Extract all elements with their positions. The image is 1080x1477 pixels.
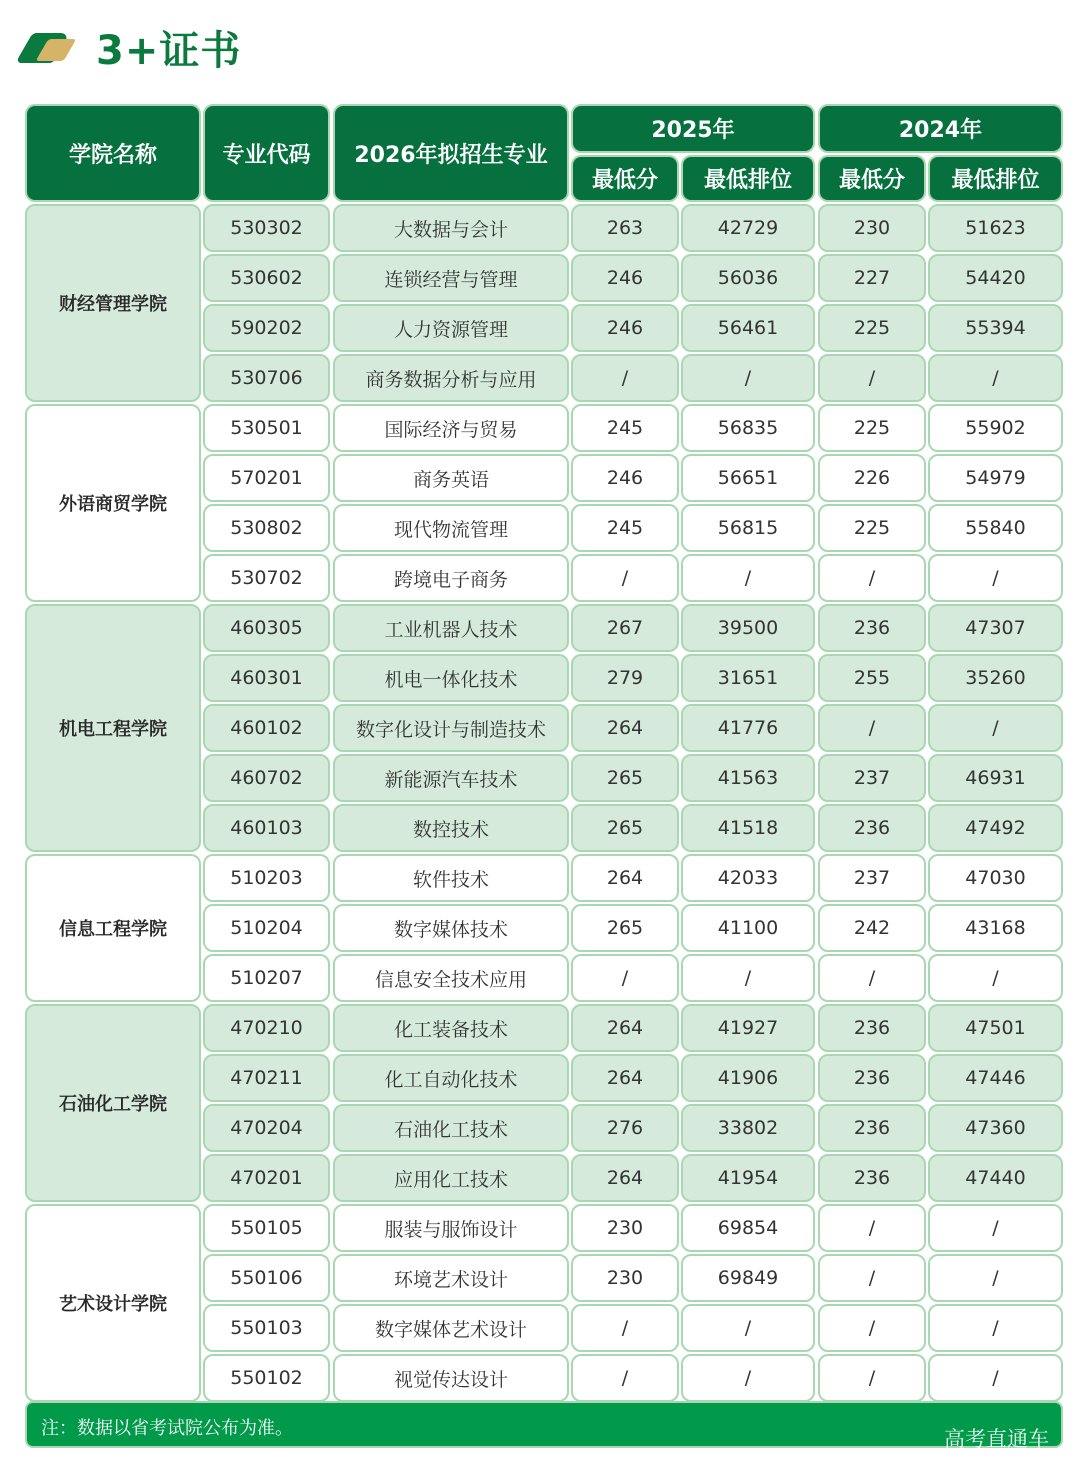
cell-2025-min-rank: 41100	[681, 904, 815, 952]
cell-2024-min-rank: 51623	[928, 204, 1063, 252]
cell-code: 470211	[203, 1054, 330, 1102]
cell-2024-min-score: /	[818, 1204, 926, 1252]
cell-2024-min-score: 236	[818, 1004, 926, 1052]
cell-2025-min-score: 264	[571, 1054, 679, 1102]
cell-2024-min-score: 236	[818, 1054, 926, 1102]
cell-2025-min-rank: 33802	[681, 1104, 815, 1152]
cell-2025-min-score: /	[571, 1354, 679, 1402]
cell-code: 530706	[203, 354, 330, 402]
cell-2025-min-score: 246	[571, 254, 679, 302]
cell-2024-min-rank: /	[928, 1254, 1063, 1302]
cell-2024-min-rank: 35260	[928, 654, 1063, 702]
cell-2024-min-score: /	[818, 1254, 926, 1302]
cell-2025-min-score: 263	[571, 204, 679, 252]
cell-major: 信息安全技术应用	[333, 954, 569, 1002]
cell-2025-min-score: /	[571, 354, 679, 402]
cell-2025-min-rank: 69849	[681, 1254, 815, 1302]
cell-2024-min-rank: 47030	[928, 854, 1063, 902]
cell-2025-min-score: 264	[571, 704, 679, 752]
cell-2024-min-score: /	[818, 354, 926, 402]
cell-major: 新能源汽车技术	[333, 754, 569, 802]
cell-2024-min-score: /	[818, 554, 926, 602]
cell-2024-min-score: 236	[818, 604, 926, 652]
cell-2025-min-rank: 41776	[681, 704, 815, 752]
cell-2024-min-rank: /	[928, 1204, 1063, 1252]
cell-2025-min-rank: 41518	[681, 804, 815, 852]
cell-2025-min-rank: 56651	[681, 454, 815, 502]
cell-2025-min-rank: /	[681, 554, 815, 602]
cell-2025-min-rank: 42729	[681, 204, 815, 252]
cell-2024-min-rank: 46931	[928, 754, 1063, 802]
cell-2025-min-score: 265	[571, 904, 679, 952]
cell-2025-min-rank: /	[681, 1304, 815, 1352]
cell-2024-min-score: 236	[818, 1154, 926, 1202]
cell-2025-min-score: 267	[571, 604, 679, 652]
cell-code: 510204	[203, 904, 330, 952]
cell-2024-min-rank: 54420	[928, 254, 1063, 302]
cell-2025-min-rank: 56036	[681, 254, 815, 302]
cell-2025-min-score: 265	[571, 804, 679, 852]
cell-2025-min-rank: /	[681, 954, 815, 1002]
college-name-cell: 外语商贸学院	[25, 404, 201, 602]
cell-2025-min-rank: 56815	[681, 504, 815, 552]
header-2025-min-rank: 最低排位	[681, 155, 815, 202]
cell-2025-min-score: 276	[571, 1104, 679, 1152]
cell-major: 人力资源管理	[333, 304, 569, 352]
cell-major: 商务英语	[333, 454, 569, 502]
cell-code: 570201	[203, 454, 330, 502]
cell-2024-min-score: 225	[818, 504, 926, 552]
cell-code: 460305	[203, 604, 330, 652]
watermark: 高考直通车	[944, 1427, 1049, 1451]
college-name-cell: 艺术设计学院	[25, 1204, 201, 1402]
cell-2025-min-rank: 39500	[681, 604, 815, 652]
cell-2025-min-score: /	[571, 1304, 679, 1352]
cell-2024-min-rank: /	[928, 554, 1063, 602]
cell-major: 环境艺术设计	[333, 1254, 569, 1302]
cell-2024-min-score: /	[818, 1304, 926, 1352]
cell-2025-min-rank: 41906	[681, 1054, 815, 1102]
cell-2025-min-score: 230	[571, 1254, 679, 1302]
header-college: 学院名称	[25, 104, 201, 202]
cell-2025-min-rank: /	[681, 354, 815, 402]
cell-major: 视觉传达设计	[333, 1354, 569, 1402]
cell-2024-min-score: 230	[818, 204, 926, 252]
cell-2025-min-score: 264	[571, 1154, 679, 1202]
cell-2024-min-score: 236	[818, 804, 926, 852]
cell-2024-min-score: /	[818, 704, 926, 752]
college-name-cell: 机电工程学院	[25, 604, 201, 852]
cell-2025-min-score: 264	[571, 1004, 679, 1052]
cell-2025-min-rank: 56461	[681, 304, 815, 352]
cell-code: 550102	[203, 1354, 330, 1402]
cell-major: 大数据与会计	[333, 204, 569, 252]
header-code: 专业代码	[203, 104, 330, 202]
cell-2025-min-score: /	[571, 954, 679, 1002]
cell-2024-min-rank: 43168	[928, 904, 1063, 952]
header-major: 2026年拟招生专业	[333, 104, 569, 202]
header-2025-min-score: 最低分	[571, 155, 679, 202]
cell-major: 化工装备技术	[333, 1004, 569, 1052]
cell-major: 石油化工技术	[333, 1104, 569, 1152]
cell-2024-min-rank: /	[928, 704, 1063, 752]
cell-major: 跨境电子商务	[333, 554, 569, 602]
cell-2024-min-score: 255	[818, 654, 926, 702]
cell-2024-min-score: 237	[818, 754, 926, 802]
cell-2025-min-score: 279	[571, 654, 679, 702]
header-year-2024: 2024年	[818, 104, 1063, 153]
cell-2025-min-score: 245	[571, 504, 679, 552]
cell-2025-min-rank: 42033	[681, 854, 815, 902]
cell-major: 数字媒体技术	[333, 904, 569, 952]
header-2024-min-score: 最低分	[818, 155, 926, 202]
cell-2025-min-rank: 41563	[681, 754, 815, 802]
cell-2025-min-score: 265	[571, 754, 679, 802]
cell-2024-min-rank: 47307	[928, 604, 1063, 652]
cell-code: 510207	[203, 954, 330, 1002]
header-year-2025: 2025年	[571, 104, 815, 153]
college-name-cell: 财经管理学院	[25, 204, 201, 402]
footer-note: 注：数据以省考试院公布为准。	[41, 1418, 293, 1439]
cell-2025-min-score: 230	[571, 1204, 679, 1252]
cell-2024-min-score: /	[818, 954, 926, 1002]
cell-major: 服装与服饰设计	[333, 1204, 569, 1252]
cell-code: 530702	[203, 554, 330, 602]
cell-2024-min-rank: 47501	[928, 1004, 1063, 1052]
cell-2024-min-rank: 54979	[928, 454, 1063, 502]
cell-code: 460702	[203, 754, 330, 802]
cell-2024-min-score: 226	[818, 454, 926, 502]
cell-code: 470210	[203, 1004, 330, 1052]
cell-code: 510203	[203, 854, 330, 902]
cell-2024-min-rank: 55840	[928, 504, 1063, 552]
cell-code: 590202	[203, 304, 330, 352]
cell-major: 数字化设计与制造技术	[333, 704, 569, 752]
header-2024-min-rank: 最低排位	[928, 155, 1063, 202]
cell-code: 530501	[203, 404, 330, 452]
cell-major: 化工自动化技术	[333, 1054, 569, 1102]
cell-code: 460102	[203, 704, 330, 752]
cell-major: 工业机器人技术	[333, 604, 569, 652]
cell-2024-min-score: 237	[818, 854, 926, 902]
cell-2025-min-score: 246	[571, 304, 679, 352]
cell-2024-min-rank: 55394	[928, 304, 1063, 352]
cell-code: 530802	[203, 504, 330, 552]
cell-major: 连锁经营与管理	[333, 254, 569, 302]
cell-2025-min-rank: 41927	[681, 1004, 815, 1052]
cell-major: 软件技术	[333, 854, 569, 902]
cell-2025-min-score: /	[571, 554, 679, 602]
cell-2024-min-rank: 47440	[928, 1154, 1063, 1202]
cell-2024-min-rank: /	[928, 1304, 1063, 1352]
cell-major: 商务数据分析与应用	[333, 354, 569, 402]
cell-code: 460301	[203, 654, 330, 702]
cell-2024-min-rank: 47360	[928, 1104, 1063, 1152]
cell-major: 机电一体化技术	[333, 654, 569, 702]
cell-2024-min-rank: /	[928, 954, 1063, 1002]
cell-major: 现代物流管理	[333, 504, 569, 552]
cell-2024-min-score: 236	[818, 1104, 926, 1152]
cell-2025-min-rank: 31651	[681, 654, 815, 702]
cell-2025-min-rank: 69854	[681, 1204, 815, 1252]
cell-major: 应用化工技术	[333, 1154, 569, 1202]
cell-code: 530602	[203, 254, 330, 302]
cell-2025-min-score: 245	[571, 404, 679, 452]
college-name-cell: 信息工程学院	[25, 854, 201, 1002]
page-title: 3+证书	[96, 27, 242, 74]
cell-2024-min-score: 225	[818, 404, 926, 452]
footer-note-bar	[25, 1401, 1063, 1451]
cell-code: 550103	[203, 1304, 330, 1352]
cell-2025-min-rank: /	[681, 1354, 815, 1402]
cell-major: 数控技术	[333, 804, 569, 852]
cell-2025-min-score: 246	[571, 454, 679, 502]
college-name-cell: 石油化工学院	[25, 1004, 201, 1202]
cell-2024-min-rank: 47492	[928, 804, 1063, 852]
cell-code: 470204	[203, 1104, 330, 1152]
cell-major: 国际经济与贸易	[333, 404, 569, 452]
cell-code: 460103	[203, 804, 330, 852]
cell-code: 530302	[203, 204, 330, 252]
cell-2024-min-score: /	[818, 1354, 926, 1402]
cell-code: 550106	[203, 1254, 330, 1302]
cell-code: 470201	[203, 1154, 330, 1202]
cell-2024-min-rank: 55902	[928, 404, 1063, 452]
cell-2025-min-score: 264	[571, 854, 679, 902]
cell-major: 数字媒体艺术设计	[333, 1304, 569, 1352]
cell-2024-min-score: 225	[818, 304, 926, 352]
cell-2024-min-rank: /	[928, 1354, 1063, 1402]
cell-2024-min-score: 227	[818, 254, 926, 302]
cell-2025-min-rank: 41954	[681, 1154, 815, 1202]
cell-2024-min-rank: 47446	[928, 1054, 1063, 1102]
cell-2025-min-rank: 56835	[681, 404, 815, 452]
cell-2024-min-rank: /	[928, 354, 1063, 402]
cell-code: 550105	[203, 1204, 330, 1252]
cell-2024-min-score: 242	[818, 904, 926, 952]
